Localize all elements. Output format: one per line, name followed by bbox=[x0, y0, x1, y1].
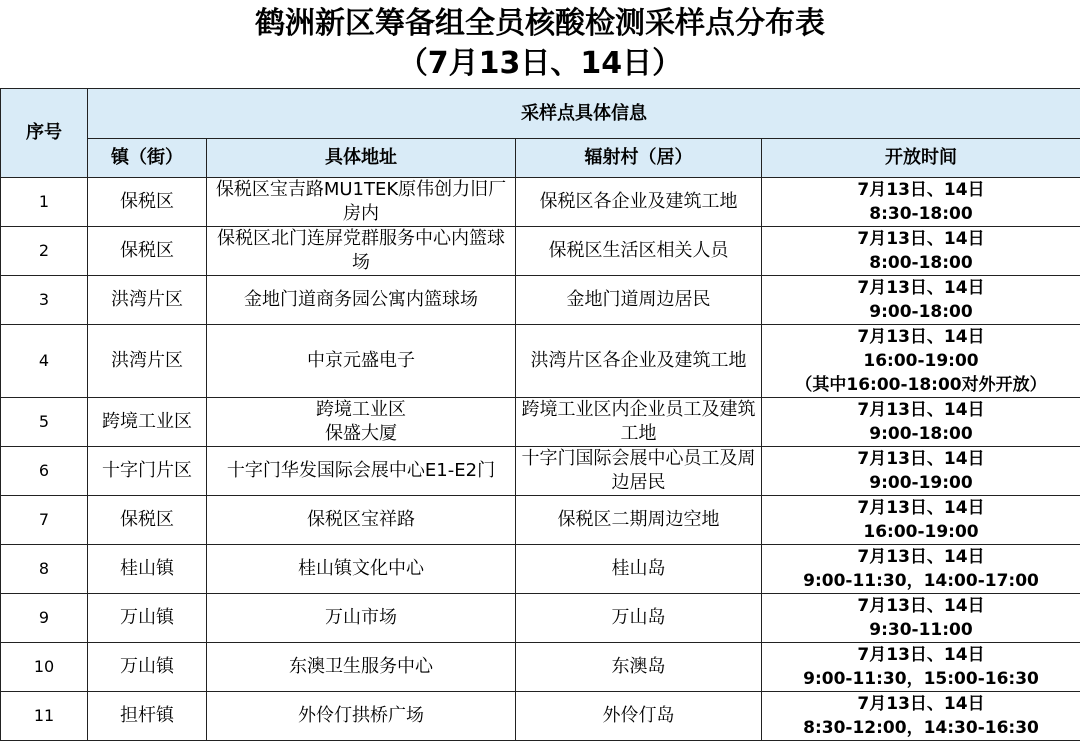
cell-time bbox=[762, 496, 1080, 545]
time-line: 16:00-19:00 bbox=[863, 522, 979, 542]
time-line: 9:00-11:30，14:00-17:00 bbox=[803, 571, 1039, 591]
cell-address: 十字门华发国际会展中心E1-E2门 bbox=[207, 447, 516, 496]
header-address: 具体地址 bbox=[207, 139, 516, 178]
cell-town: 万山镇 bbox=[88, 643, 207, 692]
time-line: 7月13日、14日 bbox=[857, 449, 985, 469]
cell-address: 东澳卫生服务中心 bbox=[207, 643, 516, 692]
header-group: 采样点具体信息 bbox=[88, 89, 1080, 139]
cell-time bbox=[762, 398, 1080, 447]
cell-town: 万山镇 bbox=[88, 594, 207, 643]
header-row-2 bbox=[1, 139, 1080, 178]
cell-time bbox=[762, 325, 1080, 398]
time-line: 7月13日、14日 bbox=[857, 645, 985, 665]
cell-address: 外伶仃拱桥广场 bbox=[207, 692, 516, 741]
time-line: 9:00-19:00 bbox=[869, 473, 973, 493]
header-time: 开放时间 bbox=[762, 139, 1080, 178]
time-line: 7月13日、14日 bbox=[857, 547, 985, 567]
cell-town: 保税区 bbox=[88, 496, 207, 545]
cell-seq: 8 bbox=[1, 545, 88, 594]
title-line-1: 鹤洲新区筹备组全员核酸检测采样点分布表 bbox=[255, 6, 825, 41]
time-line: 9:00-18:00 bbox=[869, 302, 973, 322]
cell-address: 万山市场 bbox=[207, 594, 516, 643]
time-line: 9:00-18:00 bbox=[869, 424, 973, 444]
time-line: 16:00-19:00 bbox=[863, 351, 979, 371]
cell-time bbox=[762, 594, 1080, 643]
cell-address: 保税区宝祥路 bbox=[207, 496, 516, 545]
cell-address: 金地门道商务园公寓内篮球场 bbox=[207, 276, 516, 325]
table-row bbox=[1, 447, 1080, 496]
cell-seq: 4 bbox=[1, 325, 88, 398]
time-line: （其中16:00-18:00对外开放） bbox=[795, 375, 1047, 395]
table-row bbox=[1, 178, 1080, 227]
cell-area: 外伶仃岛 bbox=[516, 692, 762, 741]
cell-address: 保税区北门连屏党群服务中心内篮球场 bbox=[207, 227, 516, 276]
time-line: 7月13日、14日 bbox=[857, 180, 985, 200]
cell-seq: 3 bbox=[1, 276, 88, 325]
cell-town: 担杆镇 bbox=[88, 692, 207, 741]
cell-town: 保税区 bbox=[88, 178, 207, 227]
cell-time bbox=[762, 227, 1080, 276]
cell-time bbox=[762, 692, 1080, 741]
cell-time bbox=[762, 447, 1080, 496]
cell-area: 十字门国际会展中心员工及周边居民 bbox=[516, 447, 762, 496]
cell-seq: 10 bbox=[1, 643, 88, 692]
cell-town: 桂山镇 bbox=[88, 545, 207, 594]
table-row bbox=[1, 496, 1080, 545]
header-town: 镇（街） bbox=[88, 139, 207, 178]
cell-time bbox=[762, 545, 1080, 594]
time-line: 8:30-18:00 bbox=[869, 204, 973, 224]
time-line: 7月13日、14日 bbox=[857, 596, 985, 616]
cell-area: 东澳岛 bbox=[516, 643, 762, 692]
cell-seq: 7 bbox=[1, 496, 88, 545]
cell-seq: 2 bbox=[1, 227, 88, 276]
sampling-sites-table bbox=[0, 88, 1080, 741]
time-line: 7月13日、14日 bbox=[857, 400, 985, 420]
table-body bbox=[1, 178, 1080, 741]
table-row bbox=[1, 594, 1080, 643]
time-line: 9:00-11:30，15:00-16:30 bbox=[803, 669, 1039, 689]
cell-area: 万山岛 bbox=[516, 594, 762, 643]
header-seq: 序号 bbox=[1, 89, 88, 178]
cell-town: 保税区 bbox=[88, 227, 207, 276]
table-row bbox=[1, 276, 1080, 325]
time-line: 8:30-12:00，14:30-16:30 bbox=[803, 718, 1039, 738]
table-row bbox=[1, 227, 1080, 276]
cell-seq: 5 bbox=[1, 398, 88, 447]
header-row-1 bbox=[1, 89, 1080, 139]
table-row bbox=[1, 325, 1080, 398]
cell-town: 洪湾片区 bbox=[88, 325, 207, 398]
cell-town: 跨境工业区 bbox=[88, 398, 207, 447]
cell-area: 保税区二期周边空地 bbox=[516, 496, 762, 545]
table-row bbox=[1, 545, 1080, 594]
cell-area: 金地门道周边居民 bbox=[516, 276, 762, 325]
table-row bbox=[1, 643, 1080, 692]
cell-address: 跨境工业区 保盛大厦 bbox=[207, 398, 516, 447]
header-area: 辐射村（居） bbox=[516, 139, 762, 178]
cell-town: 十字门片区 bbox=[88, 447, 207, 496]
time-line: 9:30-11:00 bbox=[869, 620, 973, 640]
document-title bbox=[0, 0, 1080, 88]
title-line-2: （7月13日、14日） bbox=[397, 46, 683, 81]
time-line: 7月13日、14日 bbox=[857, 278, 985, 298]
table-row bbox=[1, 692, 1080, 741]
cell-address: 中京元盛电子 bbox=[207, 325, 516, 398]
cell-address: 桂山镇文化中心 bbox=[207, 545, 516, 594]
cell-area: 保税区各企业及建筑工地 bbox=[516, 178, 762, 227]
cell-time bbox=[762, 276, 1080, 325]
cell-time bbox=[762, 643, 1080, 692]
time-line: 7月13日、14日 bbox=[857, 694, 985, 714]
time-line: 8:00-18:00 bbox=[869, 253, 973, 273]
cell-time bbox=[762, 178, 1080, 227]
cell-area: 跨境工业区内企业员工及建筑工地 bbox=[516, 398, 762, 447]
table-row bbox=[1, 398, 1080, 447]
cell-seq: 9 bbox=[1, 594, 88, 643]
cell-seq: 6 bbox=[1, 447, 88, 496]
cell-area: 洪湾片区各企业及建筑工地 bbox=[516, 325, 762, 398]
cell-town: 洪湾片区 bbox=[88, 276, 207, 325]
time-line: 7月13日、14日 bbox=[857, 498, 985, 518]
cell-seq: 11 bbox=[1, 692, 88, 741]
time-line: 7月13日、14日 bbox=[857, 229, 985, 249]
cell-area: 保税区生活区相关人员 bbox=[516, 227, 762, 276]
cell-area: 桂山岛 bbox=[516, 545, 762, 594]
time-line: 7月13日、14日 bbox=[857, 327, 985, 347]
cell-address: 保税区宝吉路MU1TEK原伟创力旧厂房内 bbox=[207, 178, 516, 227]
cell-seq: 1 bbox=[1, 178, 88, 227]
